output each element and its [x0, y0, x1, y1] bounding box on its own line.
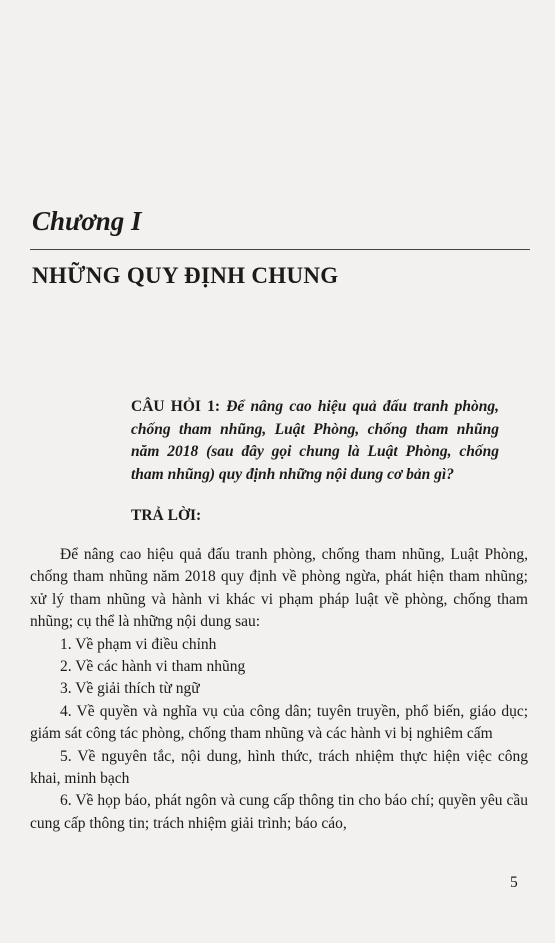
chapter-title: NHỮNG QUY ĐỊNH CHUNG: [32, 263, 339, 288]
answer-list-item: 4. Về quyền và nghĩa vụ của công dân; tuyên truyền, phổ biến, giáo dục; giám sát công tác phòng, chống tham nhũng và các hành vi bị nghiêm cấm: [30, 702, 528, 743]
question-label: CÂU HỎI 1:: [131, 398, 220, 415]
answer-body: [30, 544, 528, 835]
answer-list-item: 1. Về phạm vi điều chỉnh: [60, 635, 217, 653]
page-number: 5: [510, 874, 518, 891]
answer-label: TRẢ LỜI:: [131, 507, 202, 524]
answer-list-item: 3. Về giải thích từ ngữ: [60, 680, 200, 698]
answer-list-item: 6. Về họp báo, phát ngôn và cung cấp thông tin cho báo chí; quyền yêu cầu cung cấp thông tin; trách nhiệm giải trình; báo cáo,: [30, 792, 528, 832]
question-block: [131, 396, 499, 486]
answer-list-item: 2. Về các hành vi tham nhũng: [60, 658, 246, 676]
answer-paragraph: Để nâng cao hiệu quả đấu tranh phòng, chống tham nhũng, Luật Phòng, chống tham nhũng năm 2018 quy định về phòng ngừa, phát hiện tham nhũng; xử lý tham nhũng và hành vi khác vi phạm pháp luật về phòng, chống tham nhũng; cụ thể là những nội dung sau:: [30, 546, 528, 631]
question-text: Để nâng cao hiệu quả đấu tranh phòng, chống tham nhũng, Luật Phòng, chống tham nhũng năm 2018 (sau đây gọi chung là Luật Phòng, chống tham nhũng) quy định những nội dung cơ bản gì?: [131, 398, 500, 483]
answer-list-item: 5. Về nguyên tắc, nội dung, hình thức, trách nhiệm thực hiện việc công khai, minh bạch: [30, 747, 528, 788]
chapter-divider: [30, 249, 530, 250]
chapter-heading: Chương I: [32, 206, 142, 236]
